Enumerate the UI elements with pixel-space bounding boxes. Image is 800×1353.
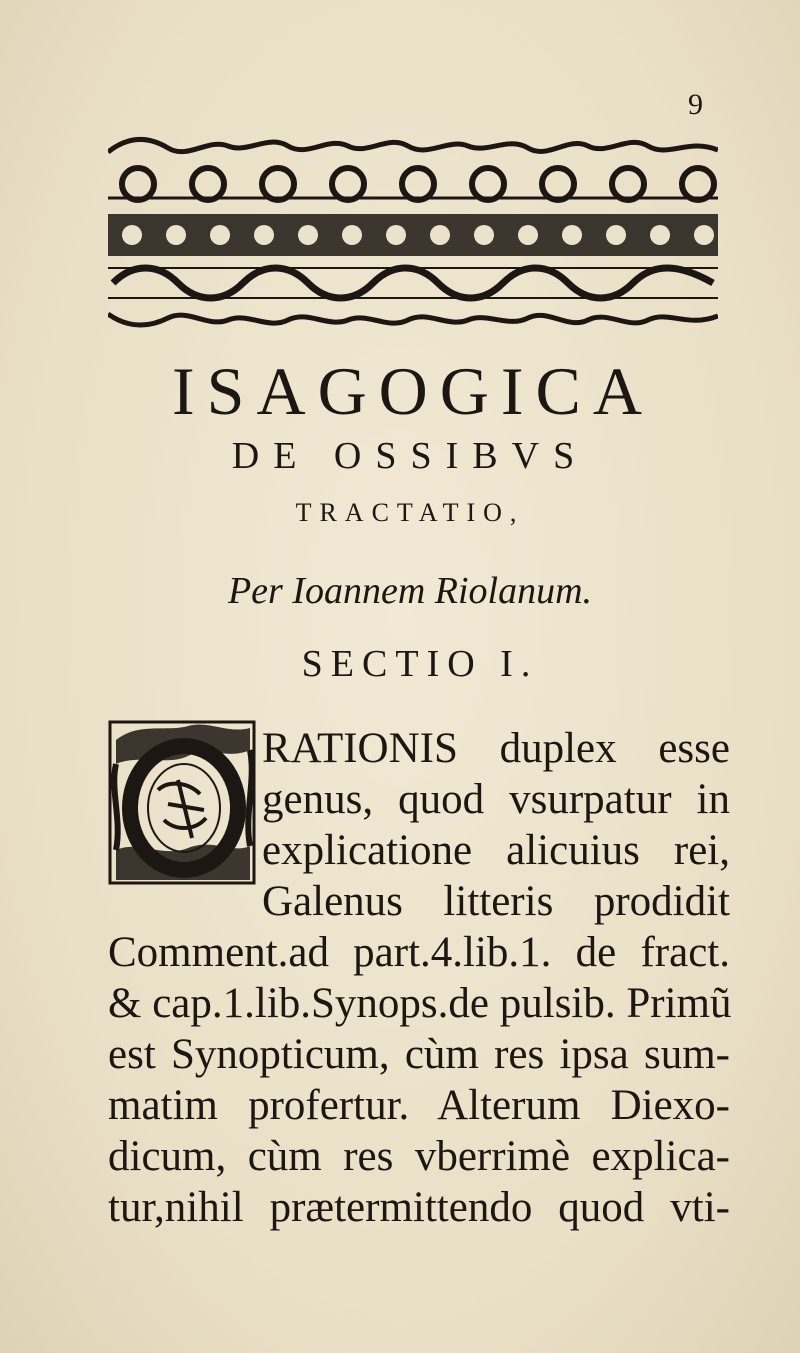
body-line-2: genus, quod vsurpatur in <box>262 776 730 823</box>
title-main: ISAGOGICA <box>172 353 654 429</box>
body-line-1: RATIONIS duplex esse <box>262 725 730 772</box>
body-line-7: est Synopticum, cùm res ipsa sum- <box>108 1031 730 1078</box>
section-heading: SECTIO I. <box>301 643 539 685</box>
body-line-6: & cap.1.lib.Synops.de pulsib. Primũ <box>108 980 732 1027</box>
page-number: 9 <box>688 88 703 121</box>
body-line-5: Comment.ad part.4.lib.1. de fract. <box>108 929 730 976</box>
body-line-8: matim profertur. Alterum Diexo- <box>108 1082 730 1129</box>
author-line: Per Ioannem Riolanum. <box>227 570 593 612</box>
body-line-3: explicatione alicuius rei, <box>262 827 730 874</box>
decorated-initial-o <box>108 720 256 885</box>
title-tractatio: TRACTATIO, <box>295 498 525 527</box>
title-subtitle: DE OSSIBVS <box>231 435 589 477</box>
ornamental-headpiece <box>108 128 718 338</box>
body-line-4: Galenus litteris prodidit <box>262 878 730 925</box>
body-line-10: tur,nihil prætermittendo quod vti- <box>108 1184 730 1231</box>
body-line-9: dicum, cùm res vberrimè explica- <box>108 1133 730 1180</box>
